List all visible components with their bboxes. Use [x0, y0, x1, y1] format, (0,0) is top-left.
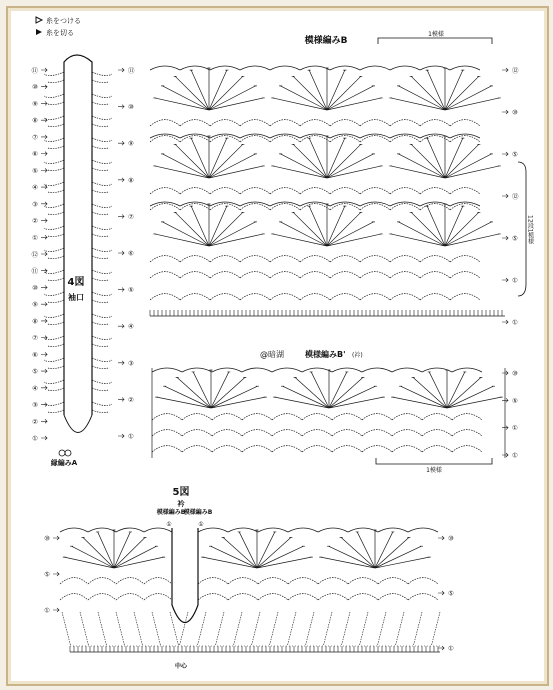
pattern-b-side-label: 12段1模様 — [526, 215, 534, 245]
row-number: ② — [32, 417, 38, 426]
row-arrow — [41, 352, 47, 356]
chain-arch-row — [60, 594, 172, 600]
fig4-left-row-numbers — [32, 66, 48, 443]
row-number: ⑩ — [512, 369, 518, 378]
row-number: ④ — [32, 384, 38, 393]
pattern-b-repeat-label: 1模様 — [428, 31, 444, 38]
chain-arch-row — [150, 136, 480, 142]
figure-4-sleeve — [32, 55, 136, 467]
row-number: ① — [128, 432, 134, 441]
fig4-edge-label: 縁編みA — [50, 459, 78, 467]
row-arrow — [502, 110, 508, 114]
row-arrow — [41, 302, 47, 306]
shell-fan — [275, 370, 384, 408]
shell-fan — [391, 68, 500, 110]
scallop-row — [60, 528, 172, 532]
row-number: ⑩ — [32, 283, 38, 292]
row-arrow — [502, 278, 508, 282]
sleeve-right-edging — [92, 72, 112, 413]
row-number: ⑥ — [128, 249, 134, 258]
legend-cut-label: 糸を切る — [46, 29, 74, 37]
row-number: ⑤ — [32, 166, 38, 175]
collar-stitches — [60, 528, 440, 652]
sleeve-left-edging — [44, 72, 64, 413]
pattern-b-prime-repeat-label: 1模様 — [426, 467, 442, 474]
row-arrow — [41, 68, 47, 72]
edge-loop — [44, 402, 64, 413]
shell-fan — [391, 204, 500, 246]
pattern-b-side-bracket — [518, 162, 526, 296]
edge-loop — [92, 380, 112, 391]
row-arrow — [118, 105, 124, 109]
chain-arch-row — [150, 188, 480, 194]
chain-arch-row — [150, 294, 480, 300]
row-number: ① — [198, 521, 204, 528]
row-number: ③ — [128, 359, 134, 368]
row-arrow — [502, 236, 508, 240]
shell-fan — [273, 68, 382, 110]
row-arrow — [41, 285, 47, 289]
row-arrow — [41, 252, 47, 256]
row-number: ① — [166, 521, 172, 528]
row-arrow — [41, 419, 47, 423]
edge-loop — [44, 226, 64, 237]
fig4-right-row-numbers — [118, 66, 135, 441]
chain-arch-row — [198, 594, 438, 600]
row-arrow — [41, 168, 47, 172]
pattern-b-title: 模様編みB — [304, 36, 348, 46]
edge-loop — [92, 248, 112, 259]
row-number: ⑤ — [512, 234, 518, 243]
row-number: ② — [32, 217, 38, 226]
shell-fan — [157, 370, 266, 408]
row-arrow — [41, 386, 47, 390]
fig5-label-right: 模様編みB — [183, 509, 213, 516]
shell-fan — [155, 136, 264, 178]
row-arrow — [118, 397, 124, 401]
row-number: ③ — [32, 200, 38, 209]
pattern-b-prime-title: 模様編みB' — [305, 350, 346, 359]
row-number: ⑤ — [44, 570, 50, 579]
row-number: ⑫ — [512, 192, 519, 201]
pattern-b-row-numbers — [502, 66, 519, 327]
row-number: ⑨ — [32, 99, 38, 108]
row-arrow — [438, 536, 444, 540]
row-number: ① — [512, 276, 518, 285]
row-arrow — [118, 361, 124, 365]
row-number: ① — [44, 606, 50, 615]
spread-chains — [62, 612, 440, 645]
edge-loop — [92, 72, 112, 83]
row-arrow — [41, 101, 47, 105]
row-arrow — [118, 288, 124, 292]
fig4-edge-symbol — [65, 450, 71, 456]
row-number: ⑫ — [512, 66, 519, 75]
row-arrow — [53, 572, 59, 576]
fig4-name: 袖口 — [68, 293, 84, 302]
row-number: ① — [32, 434, 38, 443]
chain-arch-row — [150, 204, 480, 210]
edge-loop — [44, 138, 64, 149]
row-arrow — [502, 152, 508, 156]
row-arrow — [41, 436, 47, 440]
fig5-name: 衿 — [177, 500, 185, 508]
row-number: ⑥ — [32, 150, 38, 159]
edge-loop — [44, 116, 64, 127]
shell-fan — [155, 68, 264, 110]
row-arrow — [502, 194, 508, 198]
shell-fan — [203, 530, 312, 568]
chain-arch-row — [60, 578, 172, 584]
edge-loop — [44, 72, 64, 83]
row-arrow — [118, 141, 124, 145]
figure-5-collar — [44, 485, 454, 670]
fig4-number: 4図 — [67, 277, 85, 288]
scallop-row — [152, 368, 482, 372]
row-number: ⑧ — [32, 116, 38, 125]
edge-loop — [92, 160, 112, 171]
row-number: ⑩ — [44, 534, 50, 543]
row-arrow — [41, 369, 47, 373]
pattern-b-prime-stitches — [152, 368, 505, 458]
shell-fan — [391, 136, 500, 178]
fig5-label-left: 模様編みB — [156, 509, 186, 516]
row-number: ⑪ — [31, 66, 38, 75]
fig5-row-numbers — [44, 521, 454, 653]
row-number: ⑧ — [32, 317, 38, 326]
edge-loop — [92, 336, 112, 347]
row-arrow — [502, 68, 508, 72]
row-number: ① — [512, 318, 518, 327]
fig4-edge-symbol — [59, 450, 65, 456]
row-number: ⑤ — [128, 286, 134, 295]
chain-arch-row — [152, 414, 482, 420]
edge-loop — [44, 380, 64, 391]
row-number: ⑪ — [31, 267, 38, 276]
shell-fan — [273, 204, 382, 246]
shell-fan — [321, 530, 430, 568]
edge-loop — [92, 402, 112, 413]
row-number: ⑥ — [32, 350, 38, 359]
chain-arch-row — [198, 578, 438, 584]
pattern-b-prime-row-numbers — [502, 370, 518, 460]
chain-arch-row — [152, 446, 482, 452]
edge-loop — [92, 292, 112, 303]
shell-fan — [64, 530, 163, 568]
single-crochet-row — [150, 310, 502, 316]
fig5-center-label: 中心 — [174, 663, 188, 670]
pattern-b-stitches — [150, 66, 505, 316]
row-number: ② — [128, 395, 134, 404]
row-arrow — [118, 178, 124, 182]
row-arrow — [118, 68, 124, 72]
row-arrow — [53, 536, 59, 540]
shell-fan — [273, 136, 382, 178]
edge-loop — [92, 226, 112, 237]
row-number: ① — [32, 233, 38, 242]
shell-fan — [393, 370, 502, 408]
row-arrow — [41, 219, 47, 223]
scallop-row — [198, 528, 438, 532]
chain-arch-row — [150, 272, 480, 278]
row-arrow — [53, 608, 59, 612]
row-arrow — [41, 135, 47, 139]
edge-loop — [44, 204, 64, 215]
edge-loop — [92, 314, 112, 325]
shell-fan — [155, 204, 264, 246]
row-number: ⑤ — [512, 396, 518, 405]
edge-loop — [44, 270, 64, 281]
chain-arch-row — [150, 256, 480, 262]
scallop-row — [150, 66, 480, 70]
row-number: ⑨ — [32, 300, 38, 309]
row-number: ⑦ — [32, 133, 38, 142]
row-number: ⑫ — [31, 250, 38, 259]
pattern-b-prime-note: (衿) — [352, 352, 363, 359]
row-number: ⑦ — [128, 212, 134, 221]
row-arrow — [118, 434, 124, 438]
row-arrow — [41, 185, 47, 189]
pattern-b-repeat-bracket — [378, 38, 492, 44]
row-number: ③ — [32, 401, 38, 410]
edge-loop — [44, 314, 64, 325]
row-number: ④ — [128, 322, 134, 331]
edge-loop — [92, 358, 112, 369]
legend — [36, 16, 81, 37]
pattern-b-prime-repeat-bracket — [376, 458, 492, 464]
row-number: ① — [512, 424, 518, 433]
row-arrow — [118, 324, 124, 328]
attach-yarn-icon — [36, 17, 42, 23]
edge-loop — [44, 248, 64, 259]
row-number: ⑩ — [32, 83, 38, 92]
row-arrow — [41, 319, 47, 323]
row-number: ⑪ — [128, 66, 135, 75]
row-arrow — [41, 235, 47, 239]
row-number: ④ — [32, 183, 38, 192]
legend-attach-label: 糸をつける — [46, 17, 81, 25]
edge-loop — [44, 292, 64, 303]
watermark: @暗湖 — [260, 350, 284, 359]
edge-loop — [92, 270, 112, 281]
row-number: ⑤ — [448, 589, 454, 598]
edge-loop — [92, 116, 112, 127]
row-number: ⑤ — [32, 367, 38, 376]
single-crochet-row — [70, 646, 438, 652]
row-arrow — [438, 646, 444, 650]
edge-loop — [44, 160, 64, 171]
row-number: ⑨ — [128, 139, 134, 148]
pattern-b-chart — [150, 30, 534, 327]
chain-arch-row — [152, 430, 482, 436]
row-arrow — [41, 152, 47, 156]
row-arrow — [41, 202, 47, 206]
edge-loop — [92, 204, 112, 215]
pattern-b-prime-chart — [152, 349, 518, 474]
edge-loop — [92, 94, 112, 105]
row-arrow — [438, 591, 444, 595]
row-number: ⑩ — [448, 534, 454, 543]
row-number: ⑩ — [128, 103, 134, 112]
row-arrow — [118, 251, 124, 255]
fig5-number: 5図 — [172, 487, 190, 498]
row-arrow — [502, 320, 508, 324]
edge-loop — [44, 358, 64, 369]
chain-arch-row — [150, 120, 480, 126]
row-number: ⑩ — [512, 108, 518, 117]
row-number: ⑧ — [128, 176, 134, 185]
row-number: ① — [512, 451, 518, 460]
edge-loop — [92, 182, 112, 193]
row-arrow — [118, 214, 124, 218]
row-number: ① — [448, 644, 454, 653]
row-number: ⑦ — [32, 334, 38, 343]
row-arrow — [41, 403, 47, 407]
row-arrow — [41, 85, 47, 89]
cut-yarn-icon — [36, 29, 42, 35]
row-number: ⑤ — [512, 150, 518, 159]
edge-loop — [92, 138, 112, 149]
